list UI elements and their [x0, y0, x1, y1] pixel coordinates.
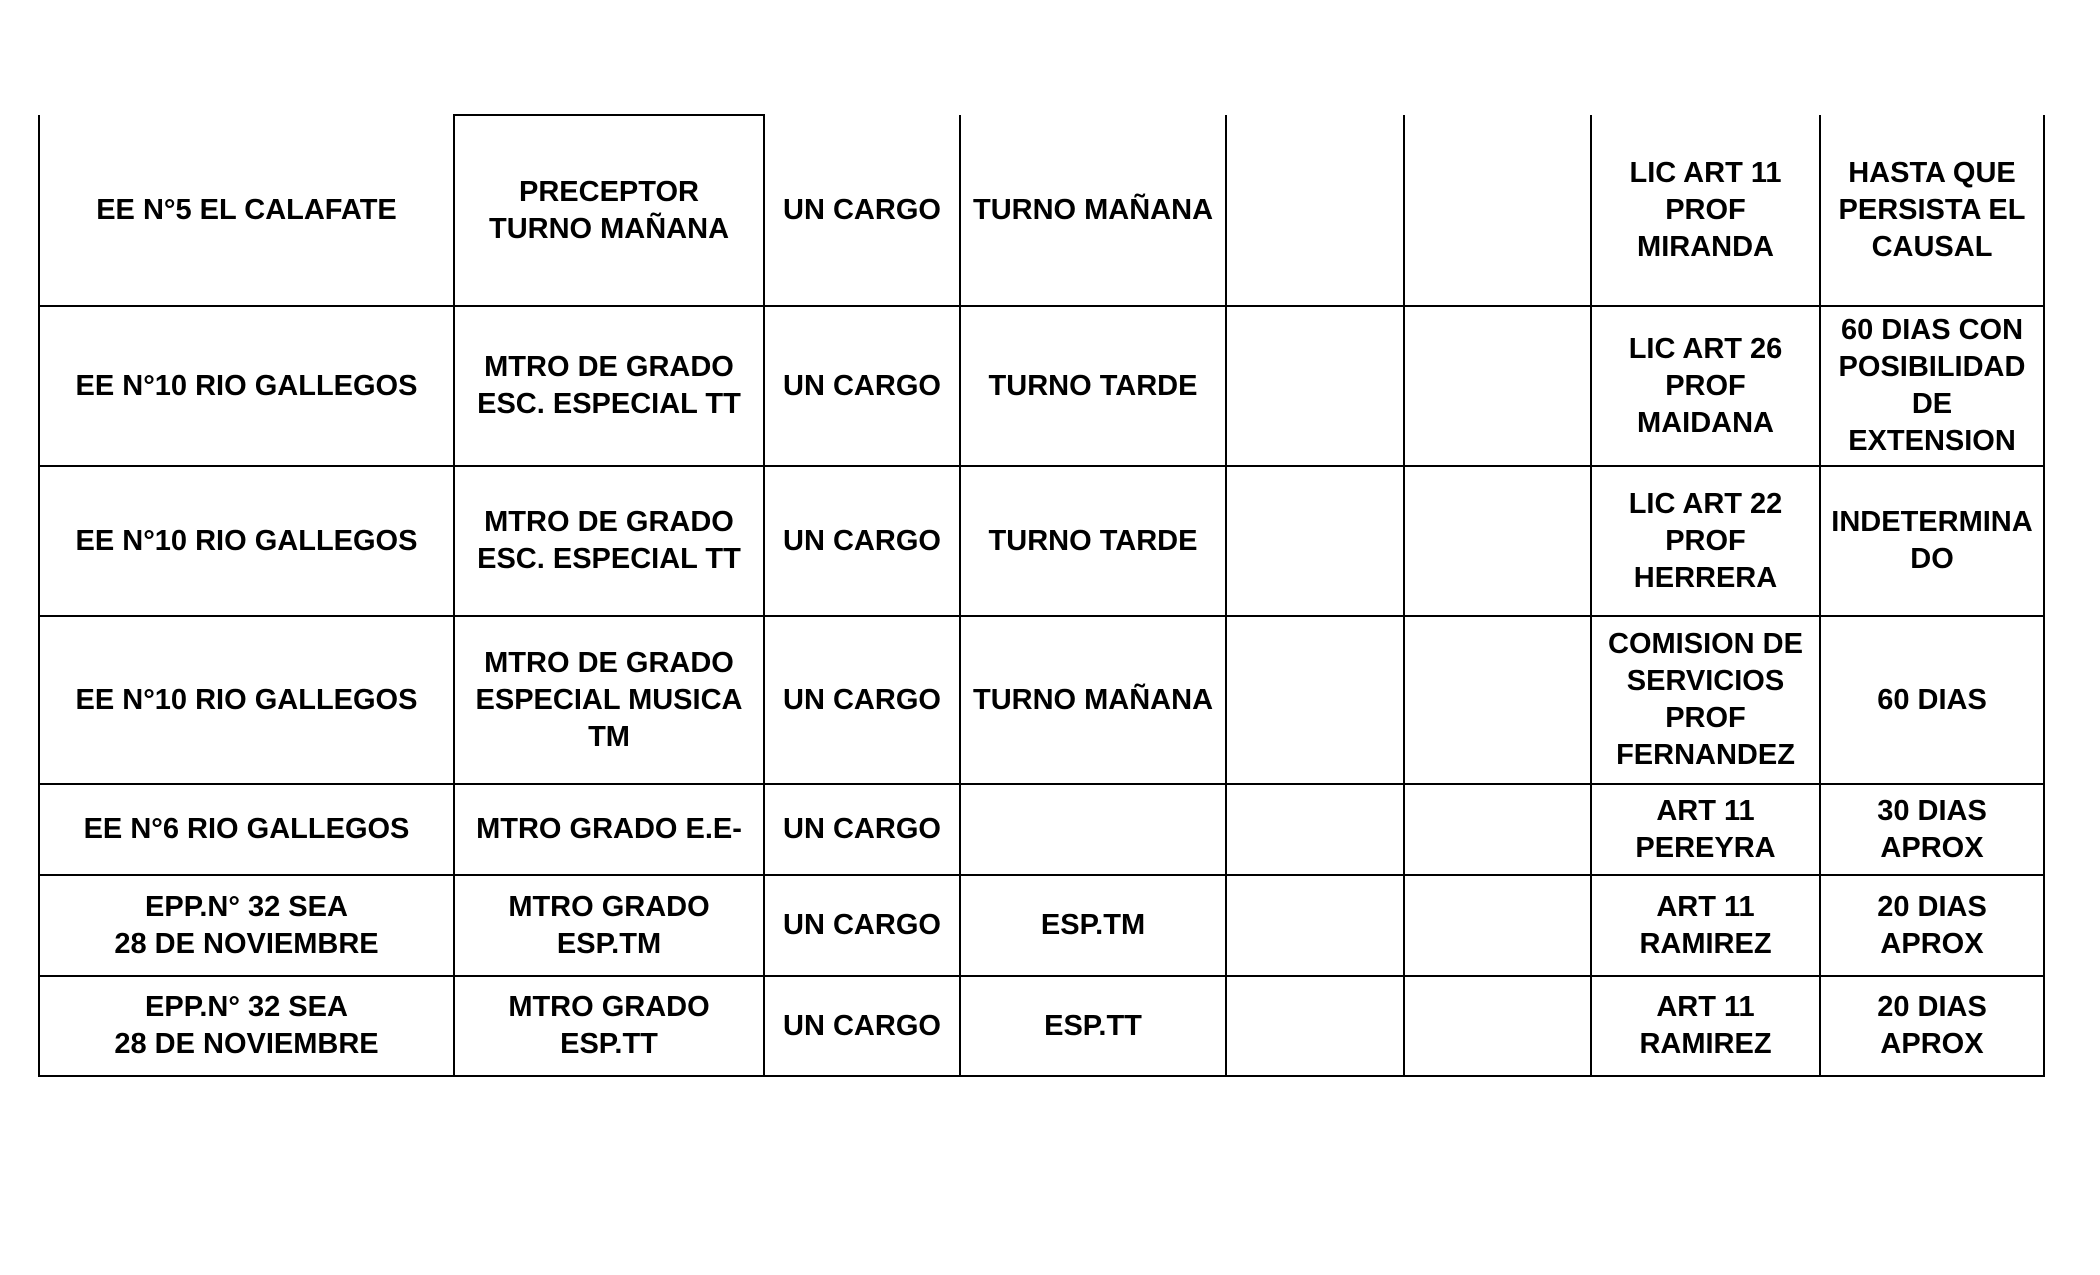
- reason-cell: ART 11 RAMIREZ: [1591, 976, 1820, 1076]
- quantity-cell: UN CARGO: [764, 466, 960, 616]
- empty-cell: [1226, 466, 1404, 616]
- duration-cell: 20 DIAS APROX: [1820, 875, 2044, 976]
- duration-cell: INDETERMINA DO: [1820, 466, 2044, 616]
- school-cell: EE N°5 EL CALAFATE: [39, 115, 454, 306]
- position-cell: PRECEPTOR TURNO MAÑANA: [454, 115, 764, 306]
- reason-cell: LIC ART 26 PROF MAIDANA: [1591, 306, 1820, 466]
- shift-cell: TURNO TARDE: [960, 466, 1226, 616]
- empty-cell: [1226, 875, 1404, 976]
- position-cell: MTRO DE GRADO ESPECIAL MUSICA TM: [454, 616, 764, 784]
- table-row: [39, 875, 2044, 976]
- empty-cell: [1226, 115, 1404, 306]
- position-cell: MTRO DE GRADO ESC. ESPECIAL TT: [454, 466, 764, 616]
- school-cell: EPP.N° 32 SEA 28 DE NOVIEMBRE: [39, 875, 454, 976]
- school-cell: EPP.N° 32 SEA 28 DE NOVIEMBRE: [39, 976, 454, 1076]
- table-row: [39, 115, 2044, 306]
- reason-cell: LIC ART 22 PROF HERRERA: [1591, 466, 1820, 616]
- position-cell: MTRO GRADO ESP.TT: [454, 976, 764, 1076]
- empty-cell: [1404, 306, 1591, 466]
- position-cell: MTRO GRADO ESP.TM: [454, 875, 764, 976]
- empty-cell: [1226, 306, 1404, 466]
- school-cell: EE N°6 RIO GALLEGOS: [39, 784, 454, 875]
- duration-cell: 60 DIAS: [1820, 616, 2044, 784]
- duration-cell: 20 DIAS APROX: [1820, 976, 2044, 1076]
- shift-cell: [960, 784, 1226, 875]
- table-row: [39, 466, 2044, 616]
- empty-cell: [1404, 466, 1591, 616]
- quantity-cell: UN CARGO: [764, 306, 960, 466]
- empty-cell: [1404, 784, 1591, 875]
- duration-cell: HASTA QUE PERSISTA EL CAUSAL: [1820, 115, 2044, 306]
- table-row: [39, 616, 2044, 784]
- shift-cell: TURNO MAÑANA: [960, 115, 1226, 306]
- empty-cell: [1404, 616, 1591, 784]
- shift-cell: TURNO TARDE: [960, 306, 1226, 466]
- position-cell: MTRO GRADO E.E-: [454, 784, 764, 875]
- table-row: [39, 976, 2044, 1076]
- table-row: [39, 784, 2044, 875]
- reason-cell: COMISION DE SERVICIOS PROF FERNANDEZ: [1591, 616, 1820, 784]
- empty-cell: [1404, 115, 1591, 306]
- quantity-cell: UN CARGO: [764, 784, 960, 875]
- shift-cell: TURNO MAÑANA: [960, 616, 1226, 784]
- empty-cell: [1404, 875, 1591, 976]
- position-cell: MTRO DE GRADO ESC. ESPECIAL TT: [454, 306, 764, 466]
- quantity-cell: UN CARGO: [764, 115, 960, 306]
- school-cell: EE N°10 RIO GALLEGOS: [39, 616, 454, 784]
- empty-cell: [1404, 976, 1591, 1076]
- vacancy-table: [38, 114, 2045, 1077]
- quantity-cell: UN CARGO: [764, 976, 960, 1076]
- shift-cell: ESP.TM: [960, 875, 1226, 976]
- shift-cell: ESP.TT: [960, 976, 1226, 1076]
- reason-cell: ART 11 RAMIREZ: [1591, 875, 1820, 976]
- table-row: [39, 306, 2044, 466]
- empty-cell: [1226, 784, 1404, 875]
- empty-cell: [1226, 616, 1404, 784]
- duration-cell: 60 DIAS CON POSIBILIDAD DE EXTENSION: [1820, 306, 2044, 466]
- quantity-cell: UN CARGO: [764, 875, 960, 976]
- empty-cell: [1226, 976, 1404, 1076]
- reason-cell: LIC ART 11 PROF MIRANDA: [1591, 115, 1820, 306]
- school-cell: EE N°10 RIO GALLEGOS: [39, 466, 454, 616]
- duration-cell: 30 DIAS APROX: [1820, 784, 2044, 875]
- reason-cell: ART 11 PEREYRA: [1591, 784, 1820, 875]
- quantity-cell: UN CARGO: [764, 616, 960, 784]
- school-cell: EE N°10 RIO GALLEGOS: [39, 306, 454, 466]
